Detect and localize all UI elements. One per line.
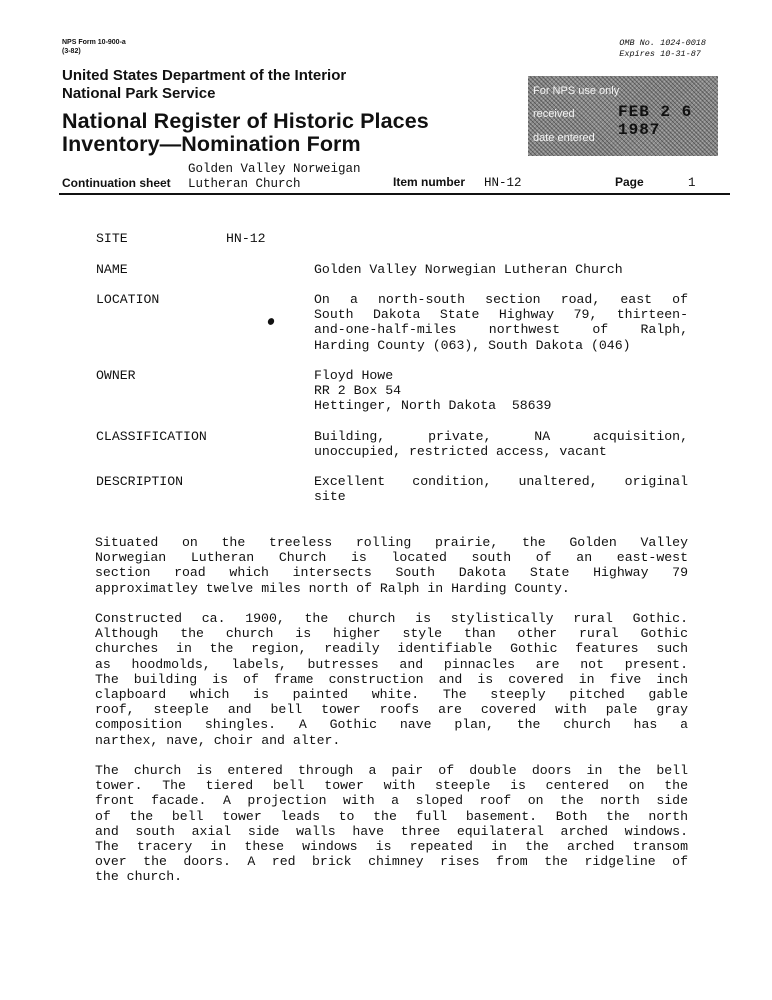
name-label: NAME [96, 262, 128, 277]
paragraph-line: The tracery in these windows is repeated in the arched transom [95, 839, 688, 855]
item-number-value: HN-12 [484, 176, 522, 190]
received-date-stamp: FEB 2 6 1987 [618, 103, 693, 139]
classification-line: Building, private, NA acquisition, [314, 429, 688, 444]
paragraph-line: front facade. A projection with a sloped roof on the north side [95, 793, 688, 809]
paragraph-line: Situated on the treeless rolling prairie, the Golden Valley [95, 535, 688, 550]
form-title-line-2: Inventory—Nomination Form [62, 132, 361, 156]
owner-line: Floyd Howe [314, 368, 394, 383]
service-name: National Park Service [62, 85, 216, 102]
omb-number: OMB No. 1024-0018 [619, 38, 706, 48]
classification-label: CLASSIFICATION [96, 429, 207, 444]
paragraph-line: narthex, nave, choir and alter. [95, 732, 341, 748]
received-label: received [533, 108, 575, 120]
omb-expires: Expires 10-31-87 [619, 49, 701, 59]
continuation-property-name [188, 162, 361, 192]
paragraph-entrance [95, 763, 688, 885]
paragraph-construction [95, 611, 688, 748]
paragraph-line: Constructed ca. 1900, the church is stylistically rural Gothic. [95, 611, 688, 626]
classification-line: unoccupied, restricted access, vacant [314, 444, 607, 460]
paragraph-line: approximatley twelve miles north of Ralph in Harding County. [95, 580, 570, 596]
ink-mark [267, 317, 276, 326]
property-name-line-2: Lutheran Church [188, 177, 301, 191]
owner-value [314, 368, 688, 414]
site-code: HN-12 [226, 231, 266, 246]
header-rule [59, 193, 730, 195]
paragraph-line: Norwegian Lutheran Church is located south of an east-west [95, 550, 688, 566]
site-label: SITE [96, 231, 128, 246]
paragraph-line: The church is entered through a pair of double doors in the bell [95, 763, 688, 778]
form-date: (3-82) [62, 48, 81, 55]
continuation-sheet-label: Continuation sheet [62, 176, 171, 190]
nps-use-only-label: For NPS use only [533, 85, 620, 97]
paragraph-line: roof, steeple and bell tower roofs are covered with pale gray [95, 702, 688, 718]
description-line: Excellent condition, unaltered, original [314, 474, 688, 489]
location-value [314, 292, 688, 353]
paragraph-line: section road which intersects South Dakota State Highway 79 [95, 565, 688, 581]
paragraph-line: as hoodmolds, labels, butresses and pinnacles are not present. [95, 656, 688, 672]
property-name-line-1: Golden Valley Norweigan [188, 162, 361, 176]
description-label: DESCRIPTION [96, 474, 184, 489]
paragraph-line: Although the church is higher style than other rural Gothic [95, 626, 688, 642]
paragraph-line: churches in the region, readily identifiable Gothic features such [95, 641, 688, 657]
item-number-label: Item number [393, 175, 466, 189]
owner-label: OWNER [96, 368, 136, 383]
location-line: On a north-south section road, east of [314, 292, 688, 307]
page-number: 1 [688, 176, 696, 190]
classification-value [314, 429, 688, 459]
form-title [62, 110, 429, 156]
paragraph-line: composition shingles. A Gothic nave plan, the church has a [95, 717, 688, 733]
form-number: NPS Form 10-900-a [62, 39, 126, 46]
form-number-block [62, 38, 126, 56]
owner-line: RR 2 Box 54 [314, 383, 402, 399]
paragraph-line: clapboard which is painted white. The steeply pitched gable [95, 687, 688, 703]
paragraph-line: of the bell tower leads to the full basement. Both the north [95, 808, 688, 824]
owner-line: Hettinger, North Dakota 58639 [314, 398, 552, 414]
form-title-line-1: National Register of Historic Places [62, 109, 429, 133]
paragraph-setting [95, 535, 688, 596]
paragraph-line: the church. [95, 869, 183, 885]
name-value: Golden Valley Norwegian Lutheran Church [314, 262, 623, 277]
description-value [314, 474, 688, 504]
location-line: South Dakota State Highway 79, thirteen- [314, 307, 688, 323]
paragraph-line: The building is of frame construction and is covered in five inch [95, 671, 688, 687]
date-entered-label: date entered [533, 132, 595, 144]
description-line: site [314, 489, 346, 505]
location-line: Harding County (063), South Dakota (046) [314, 337, 631, 353]
location-line: and-one-half-miles northwest of Ralph, [314, 322, 688, 338]
paragraph-line: and south axial side walls have three equilateral arched windows. [95, 823, 688, 839]
location-label: LOCATION [96, 292, 160, 307]
paragraph-line: tower. The tiered bell tower with steeple is centered on the [95, 778, 688, 794]
agency-block [62, 67, 346, 103]
page-label: Page [615, 175, 644, 189]
department-name: United States Department of the Interior [62, 67, 347, 84]
nps-use-only-box [528, 76, 718, 156]
omb-block [619, 38, 706, 60]
paragraph-line: over the doors. A red brick chimney rises from the ridgeline of [95, 854, 688, 870]
